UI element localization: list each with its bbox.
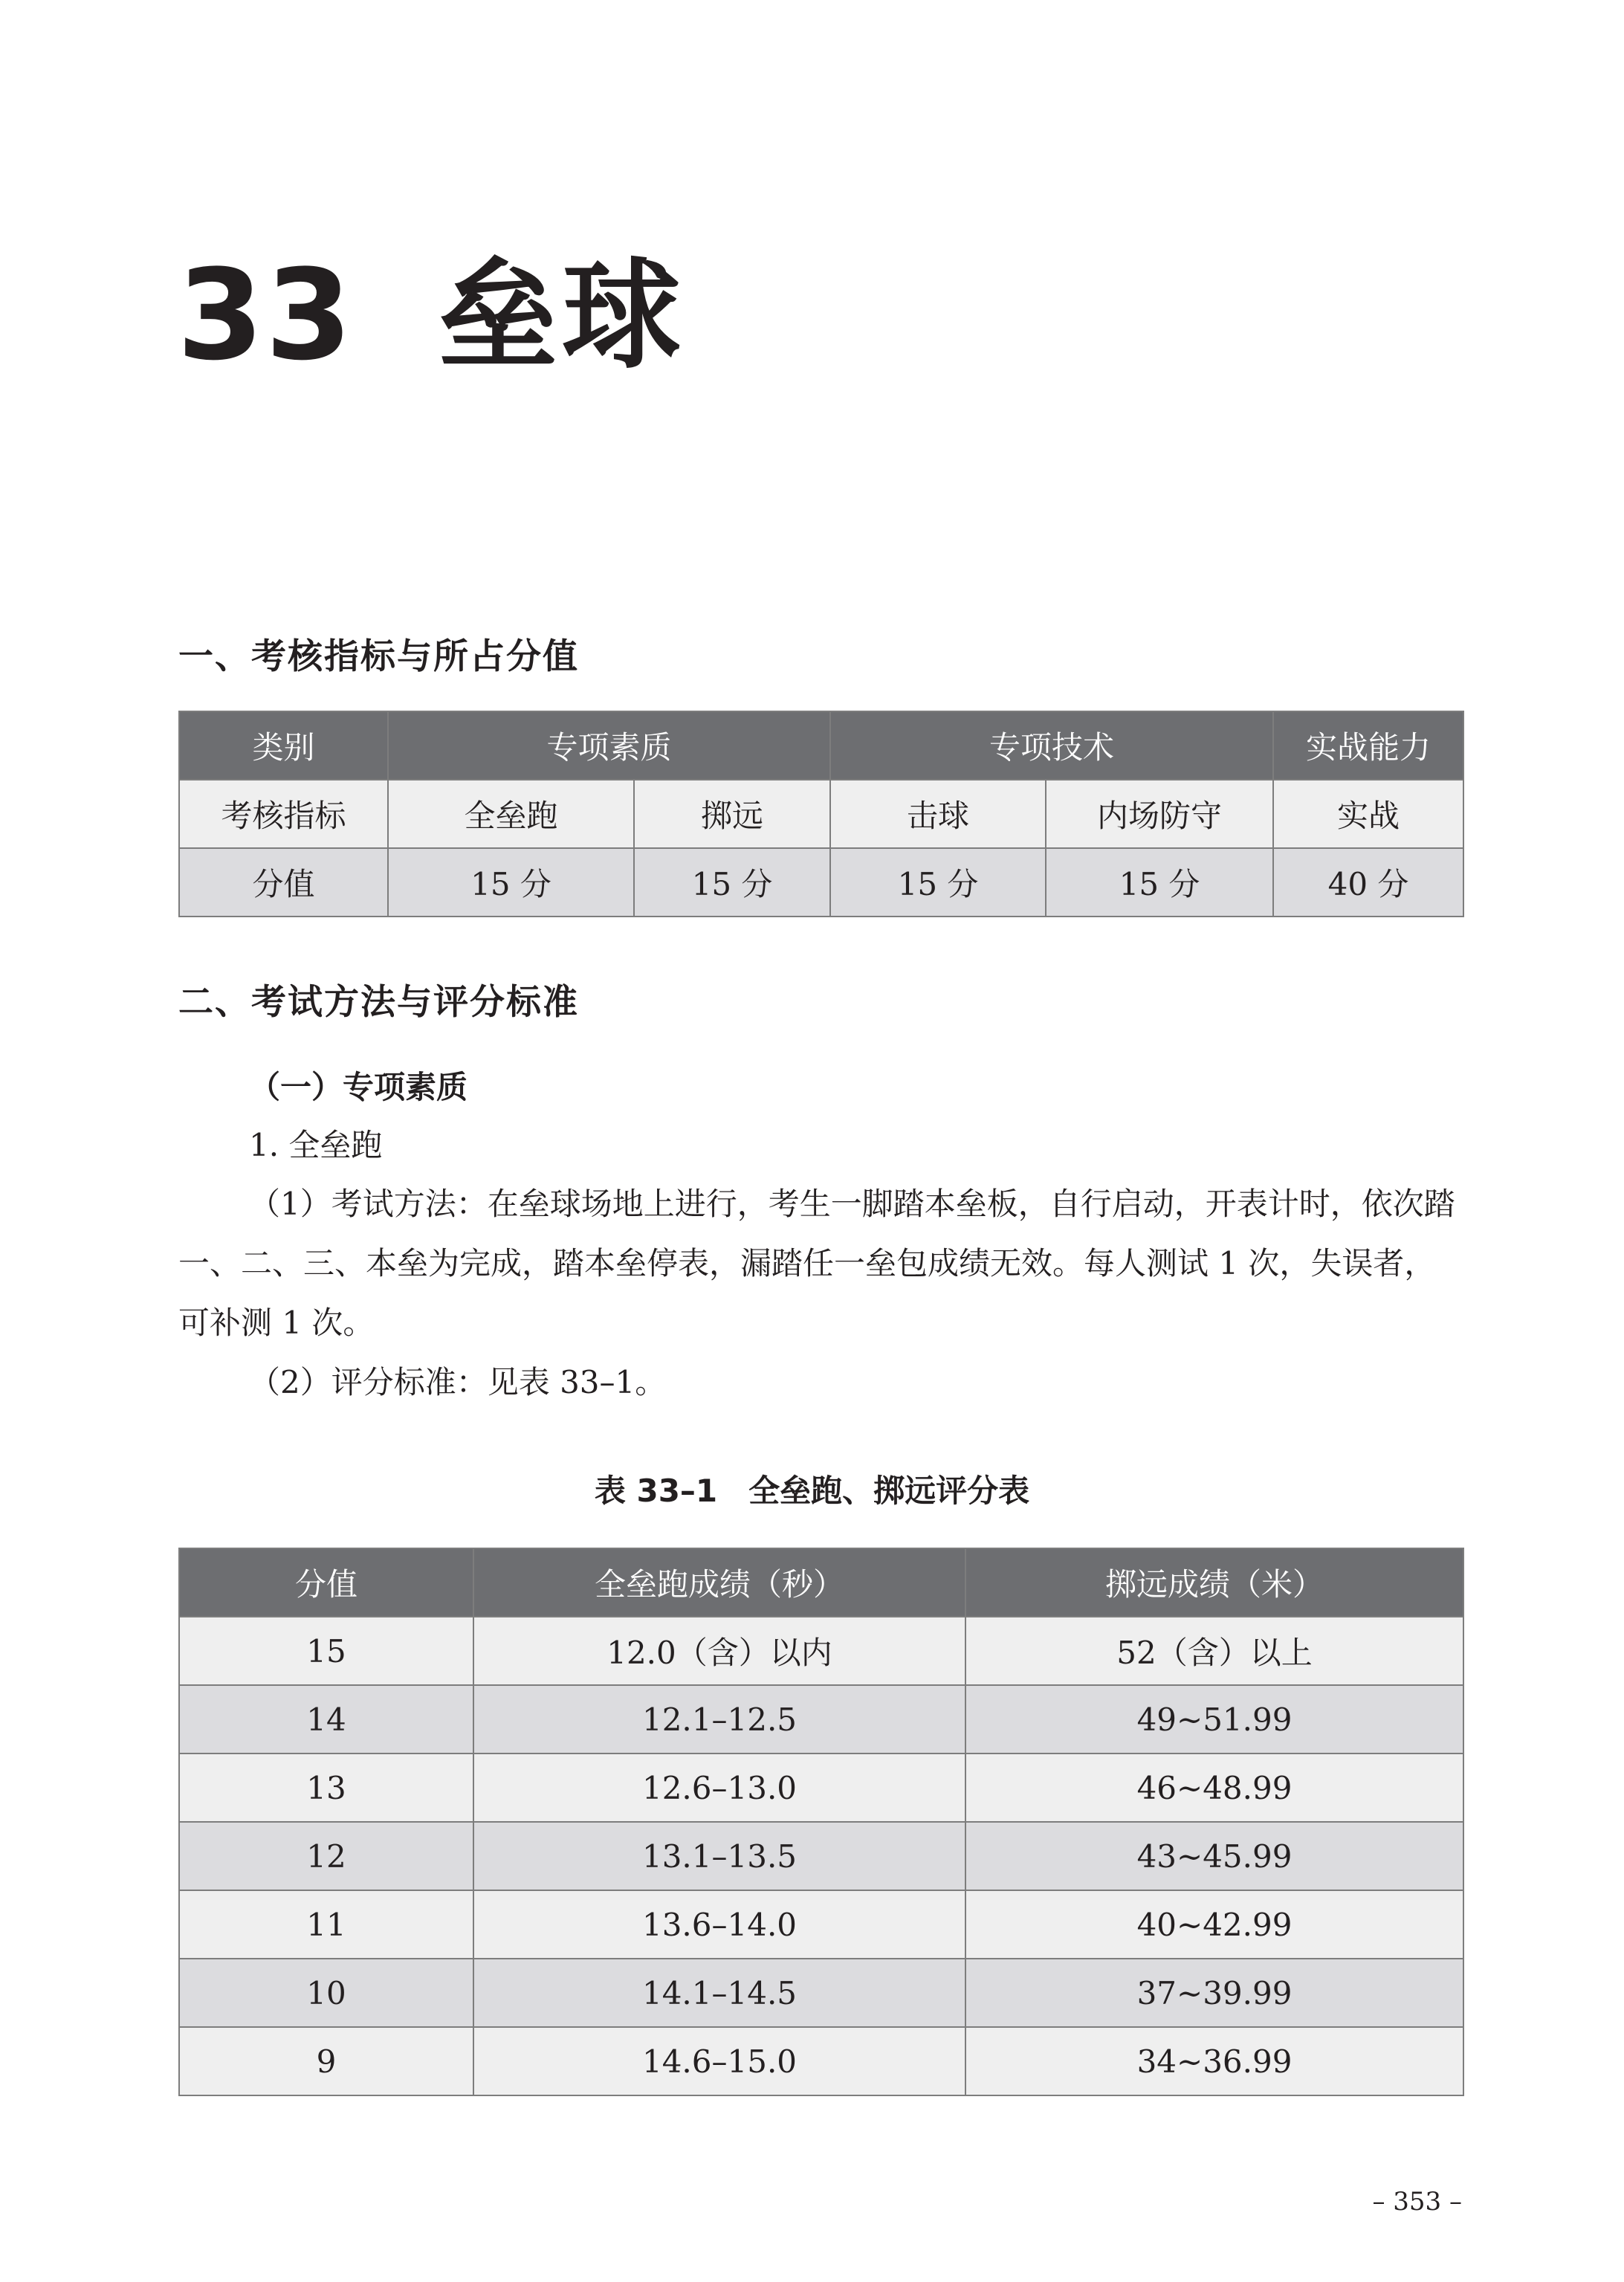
indicator-cell: 实战	[1273, 780, 1463, 848]
method-paragraph: （1）考试方法：在垒球场地上进行，考生一脚踏本垒板，自行启动，开表计时，依次踏一、二、三、本垒为完成，踏本垒停表，漏踏任一垒包成绩无效。每人测试 1 次，失误者，可补测 1 次。	[178, 1186, 1455, 1341]
score-row	[179, 848, 1463, 917]
score-cell: 15 分	[388, 848, 634, 917]
score-value: 9	[179, 2027, 473, 2095]
throw-distance: 49~51.99	[965, 1685, 1463, 1753]
table-caption: 表 33–1 全垒跑、掷远评分表	[594, 1473, 1030, 1509]
header-run-time: 全垒跑成绩（秒）	[473, 1548, 965, 1617]
score-label: 分值	[179, 848, 388, 917]
run-time: 12.0（含）以内	[473, 1617, 965, 1685]
score-cell: 15 分	[634, 848, 830, 917]
header-combat-ability: 实战能力	[1273, 711, 1463, 780]
indicator-cell: 内场防守	[1046, 780, 1273, 848]
score-table-header-row	[179, 1548, 1463, 1617]
score-value: 15	[179, 1617, 473, 1685]
item-heading: 1. 全垒跑	[249, 1127, 383, 1163]
run-time: 13.1–13.5	[473, 1822, 965, 1890]
indicator-cell: 掷远	[634, 780, 830, 848]
table-row	[179, 1753, 1463, 1822]
chapter-title: 垒球	[439, 246, 686, 385]
table-row	[179, 1685, 1463, 1753]
table-row	[179, 1959, 1463, 2027]
table-row	[179, 2027, 1463, 2095]
score-cell: 15 分	[830, 848, 1046, 917]
assessment-header-row	[179, 711, 1463, 780]
score-value: 12	[179, 1822, 473, 1890]
section-heading-methods: 二、考试方法与评分标准	[178, 982, 579, 1023]
header-physical-quality: 专项素质	[388, 711, 830, 780]
throw-distance: 40~42.99	[965, 1890, 1463, 1959]
assessment-table	[178, 711, 1464, 917]
run-time: 12.1–12.5	[473, 1685, 965, 1753]
throw-distance: 37~39.99	[965, 1959, 1463, 2027]
section-heading-assessment: 一、考核指标与所占分值	[178, 636, 579, 677]
header-technique: 专项技术	[830, 711, 1273, 780]
header-throw-distance: 掷远成绩（米）	[965, 1548, 1463, 1617]
throw-distance: 43~45.99	[965, 1822, 1463, 1890]
run-time: 14.1–14.5	[473, 1959, 965, 2027]
table-row	[179, 1617, 1463, 1685]
criteria-paragraph: （2）评分标准：见表 33–1。	[249, 1364, 667, 1400]
header-category: 类别	[179, 711, 388, 780]
score-value: 13	[179, 1753, 473, 1822]
run-time: 13.6–14.0	[473, 1890, 965, 1959]
throw-distance: 52（含）以上	[965, 1617, 1463, 1685]
score-value: 10	[179, 1959, 473, 2027]
indicator-row	[179, 780, 1463, 848]
score-cell: 15 分	[1046, 848, 1273, 917]
table-row	[179, 1822, 1463, 1890]
run-time: 12.6–13.0	[473, 1753, 965, 1822]
throw-distance: 34~36.99	[965, 2027, 1463, 2095]
score-cell: 40 分	[1273, 848, 1463, 917]
subsection-heading: （一）专项素质	[249, 1069, 468, 1105]
table-row	[179, 1890, 1463, 1959]
throw-distance: 46~48.99	[965, 1753, 1463, 1822]
score-table	[178, 1548, 1464, 2096]
indicator-cell: 全垒跑	[388, 780, 634, 848]
indicator-label: 考核指标	[179, 780, 388, 848]
chapter-number: 33	[177, 242, 354, 388]
score-value: 14	[179, 1685, 473, 1753]
page-number: – 353 –	[1372, 2187, 1462, 2217]
run-time: 14.6–15.0	[473, 2027, 965, 2095]
header-score: 分值	[179, 1548, 473, 1617]
score-value: 11	[179, 1890, 473, 1959]
indicator-cell: 击球	[830, 780, 1046, 848]
